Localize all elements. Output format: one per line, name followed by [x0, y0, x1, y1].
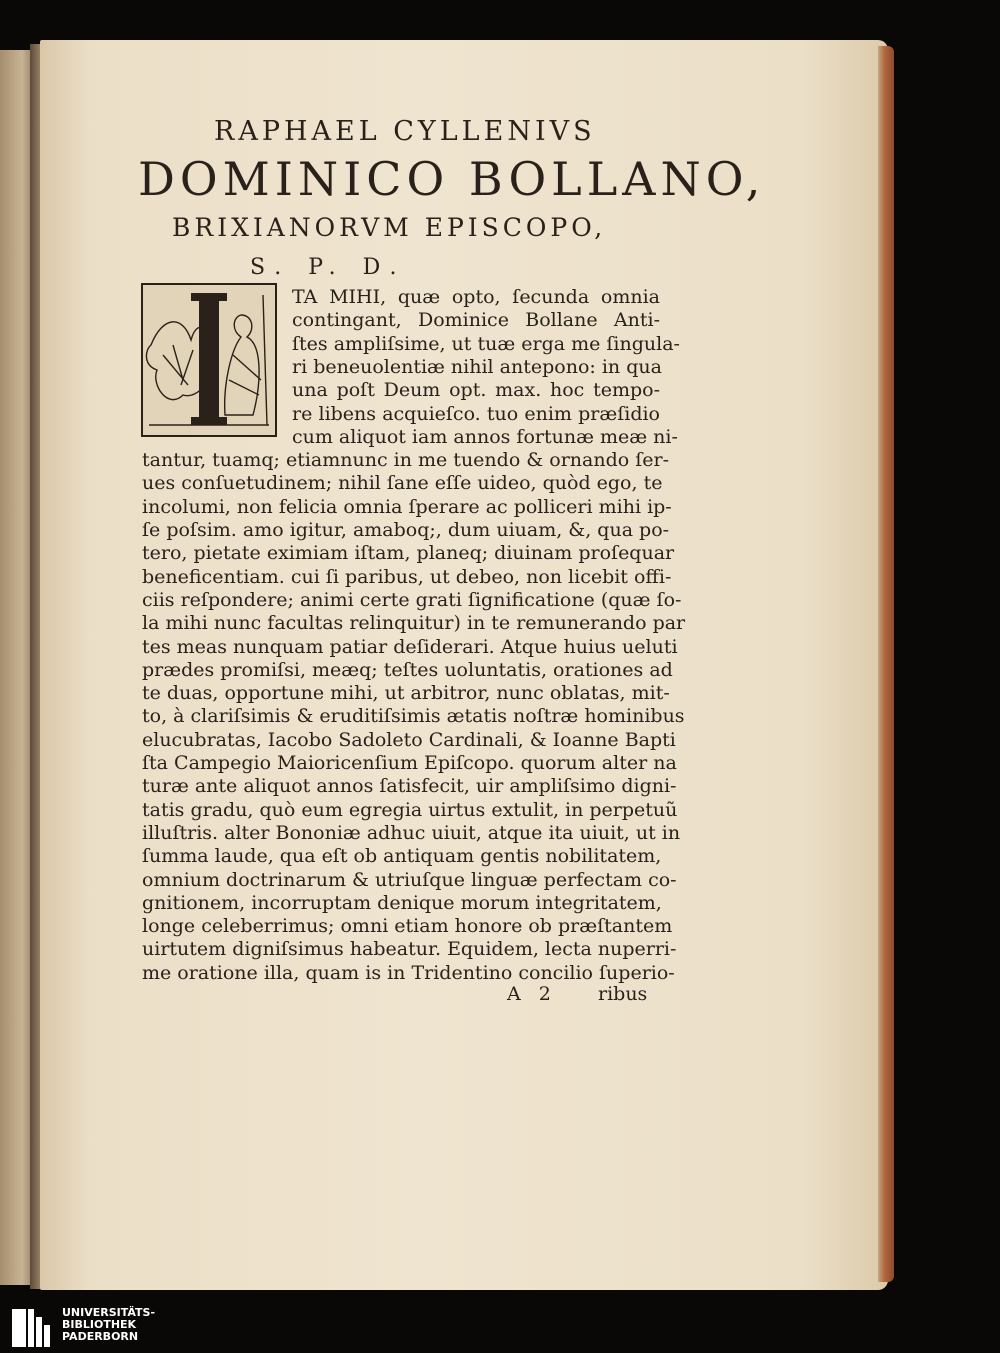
text-line: cum aliquot iam annos fortunæ meæ ni-: [292, 425, 678, 448]
text-line: tes meas nunquam patiar deſiderari. Atque huius ueluti: [142, 635, 678, 658]
initial-letter: I: [209, 365, 210, 366]
text-line: longe celeberrimus; omni etiam honore ob præſtantem: [142, 915, 673, 938]
text-line: la mihi nunc facultas relinquitur) in te remunerando par: [142, 612, 686, 635]
text-line: te duas, opportune mihi, ut arbitror, nunc oblatas, mit-: [142, 682, 670, 705]
text-line: to, à clariſsimis & eruditiſsimis ætatis noſtræ hominibus: [142, 705, 685, 728]
text-line: omnium doctrinarum & utriuſque linguæ perfectam co-: [142, 868, 677, 891]
text-line: contingant, Dominice Bollane Anti-: [292, 309, 660, 332]
text-line: ues conſuetudinem; nihil ſane eſſe uideo, quòd ego, te: [142, 472, 663, 495]
text-line: ſtes ampliſsime, ut tuæ erga me ſingula-: [292, 332, 680, 355]
header-title: BRIXIANORVM EPISCOPO,: [172, 213, 607, 242]
text-line: ri beneuolentiæ nihil antepono: in qua: [292, 355, 662, 378]
library-logo-line3: PADERBORN: [62, 1330, 139, 1343]
library-mark-icon: [12, 1309, 52, 1347]
text-line: re libens acquieſco. tuo enim præſidio: [292, 402, 660, 425]
text-line: prædes promiſsi, meæq; teſtes uoluntatis, orationes ad: [142, 658, 673, 681]
text-line: illuſtris. alter Bononiæ adhuc uiuit, atque ita uiuit, ut in: [142, 821, 681, 844]
text-line: ſumma laude, qua eſt ob antiquam gentis nobilitatem,: [142, 845, 662, 868]
text-line: uirtutem digniſsimus habeatur. Equidem, lecta nuperri-: [142, 938, 677, 961]
text-line: una poſt Deum opt. max. hoc tempo-: [292, 379, 660, 402]
text-line: beneficentiam. cui ſi paribus, ut debeo, non licebit offi-: [142, 565, 672, 588]
text-line: TA MIHI, quæ opto, ſecunda omnia: [292, 286, 660, 308]
text-line: tantur, tuamq; etiamnunc in me tuendo & ornando ſer-: [142, 449, 669, 472]
signature-mark: A 2: [507, 983, 557, 1005]
text-line: turæ ante aliquot annos ſatisfecit, uir ampliſsimo digni-: [142, 775, 677, 798]
header-salutation: S. P. D.: [250, 255, 407, 280]
text-line: gnitionem, incorruptam denique morum integritatem,: [142, 891, 662, 914]
page-edge-fore: [878, 46, 894, 1282]
text-line: ſta Campegio Maioricenſium Epiſcopo. quorum alter na: [142, 752, 677, 774]
woodcut-initial-icon: [143, 285, 275, 435]
text-line: tatis gradu, quò eum egregia uirtus extulit, in perpetuũ: [142, 798, 678, 821]
text-line: ciis reſpondere; animi certe grati ſignificatione (quæ ſo-: [142, 588, 682, 611]
library-logo-line1: UNIVERSITÄTS-: [62, 1306, 156, 1319]
text-line: me oratione illa, quam is in Tridentino concilio ſuperio-: [142, 961, 675, 984]
text-line: ſe poſsim. amo igitur, amaboq;, dum uiuam, &, qua po-: [142, 519, 670, 541]
header-author: RAPHAEL CYLLENIVS: [214, 116, 596, 147]
library-logo-line2: BIBLIOTHEK: [62, 1318, 137, 1331]
header-addressee: DOMINICO BOLLANO,: [138, 152, 766, 206]
text-line: tero, pietate eximiam iſtam, planeq; diuinam proſequar: [142, 542, 675, 565]
text-line: elucubratas, Iacobo Sadoleto Cardinali, & Ioanne Bapti: [142, 728, 676, 751]
text-line: incolumi, non felicia omnia ſperare ac polliceri mihi ip-: [142, 495, 672, 518]
decorated-initial: [141, 283, 277, 437]
catchword: ribus: [598, 983, 648, 1005]
library-logo: [12, 1306, 156, 1347]
